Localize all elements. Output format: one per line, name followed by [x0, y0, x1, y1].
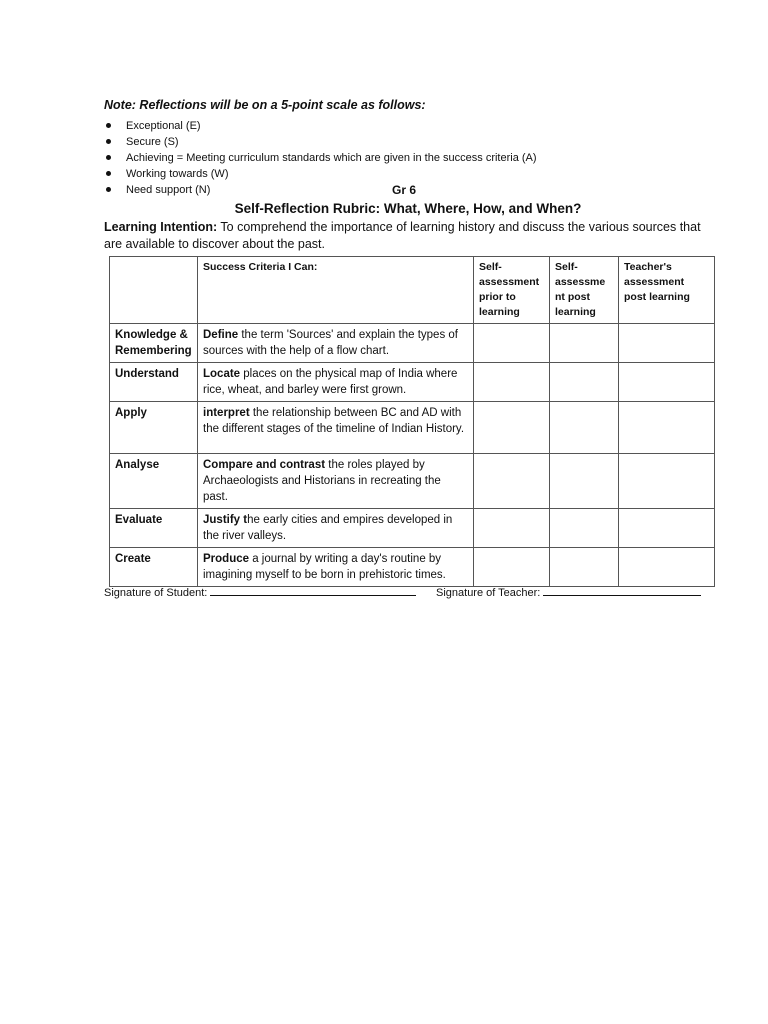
- teacher-signature-label: Signature of Teacher:: [436, 587, 541, 599]
- self-assessment-prior-cell[interactable]: [474, 324, 550, 363]
- scale-list: [104, 118, 537, 198]
- teacher-assessment-cell[interactable]: [619, 548, 715, 587]
- table-header-row: [110, 257, 715, 324]
- self-assessment-post-cell[interactable]: [550, 402, 619, 454]
- bullet-icon: [106, 139, 111, 144]
- page-title: Self-Reflection Rubric: What, Where, How, and When?: [234, 201, 582, 216]
- table-row: [110, 454, 715, 509]
- self-assessment-post-cell[interactable]: [550, 363, 619, 402]
- bullet-icon: [106, 155, 111, 160]
- teacher-signature: [436, 585, 701, 599]
- student-signature-label: Signature of Student:: [104, 587, 208, 599]
- level-cell: Understand: [110, 363, 198, 402]
- table-row: [110, 509, 715, 548]
- header-cell: Teacher's assessment post learning: [619, 257, 715, 324]
- level-cell: Evaluate: [110, 509, 198, 548]
- grade-label: Gr 6: [392, 183, 417, 197]
- header-cell: Success Criteria I Can:: [198, 257, 474, 324]
- level-cell: Apply: [110, 402, 198, 454]
- level-cell: Knowledge & Remembering: [110, 324, 198, 363]
- self-assessment-post-cell[interactable]: [550, 454, 619, 509]
- learning-intention-label: Learning Intention:: [104, 220, 218, 234]
- header-cell: Self-assessment prior to learning: [474, 257, 550, 324]
- criteria-cell: Locate places on the physical map of India where rice, wheat, and barley were first grown.: [198, 363, 474, 402]
- self-assessment-prior-cell[interactable]: [474, 363, 550, 402]
- self-assessment-post-cell[interactable]: [550, 324, 619, 363]
- table-row: [110, 548, 715, 587]
- learning-intention-text: To comprehend the importance of learning history and discuss the various sources that are available to discover about the past.: [104, 220, 701, 251]
- student-signature-line[interactable]: [210, 585, 416, 596]
- self-assessment-prior-cell[interactable]: [474, 402, 550, 454]
- criteria-cell: interpret the relationship between BC and AD with the different stages of the timeline of Indian History.: [198, 402, 474, 454]
- level-cell: Create: [110, 548, 198, 587]
- header-cell: [110, 257, 198, 324]
- teacher-signature-line[interactable]: [543, 585, 701, 596]
- student-signature: [104, 585, 416, 599]
- scale-item: Secure (S): [104, 134, 537, 150]
- bullet-icon: [106, 123, 111, 128]
- header-cell: Self-assessme nt post learning: [550, 257, 619, 324]
- scale-item: Working towards (W): [104, 166, 537, 182]
- self-assessment-prior-cell[interactable]: [474, 548, 550, 587]
- self-assessment-prior-cell[interactable]: [474, 509, 550, 548]
- teacher-assessment-cell[interactable]: [619, 402, 715, 454]
- table-row: [110, 324, 715, 363]
- criteria-cell: Produce a journal by writing a day's routine by imagining myself to be born in prehistoric times.: [198, 548, 474, 587]
- level-cell: Analyse: [110, 454, 198, 509]
- scale-item: Exceptional (E): [104, 118, 537, 134]
- bullet-icon: [106, 171, 111, 176]
- self-assessment-prior-cell[interactable]: [474, 454, 550, 509]
- criteria-cell: Justify the early cities and empires developed in the river valleys.: [198, 509, 474, 548]
- criteria-cell: Define the term 'Sources' and explain the types of sources with the help of a flow chart.: [198, 324, 474, 363]
- self-assessment-post-cell[interactable]: [550, 548, 619, 587]
- criteria-cell: Compare and contrast the roles played by Archaeologists and Historians in recreating the past.: [198, 454, 474, 509]
- table-row: [110, 402, 715, 454]
- rubric-table: [109, 256, 715, 587]
- scale-note: Note: Reflections will be on a 5-point scale as follows:: [104, 98, 426, 112]
- teacher-assessment-cell[interactable]: [619, 324, 715, 363]
- teacher-assessment-cell[interactable]: [619, 509, 715, 548]
- learning-intention: [104, 219, 716, 253]
- self-assessment-post-cell[interactable]: [550, 509, 619, 548]
- bullet-icon: [106, 187, 111, 192]
- scale-item: Achieving = Meeting curriculum standards which are given in the success criteria (A): [104, 150, 537, 166]
- table-row: [110, 363, 715, 402]
- teacher-assessment-cell[interactable]: [619, 454, 715, 509]
- teacher-assessment-cell[interactable]: [619, 363, 715, 402]
- scale-item: Need support (N): [104, 182, 537, 198]
